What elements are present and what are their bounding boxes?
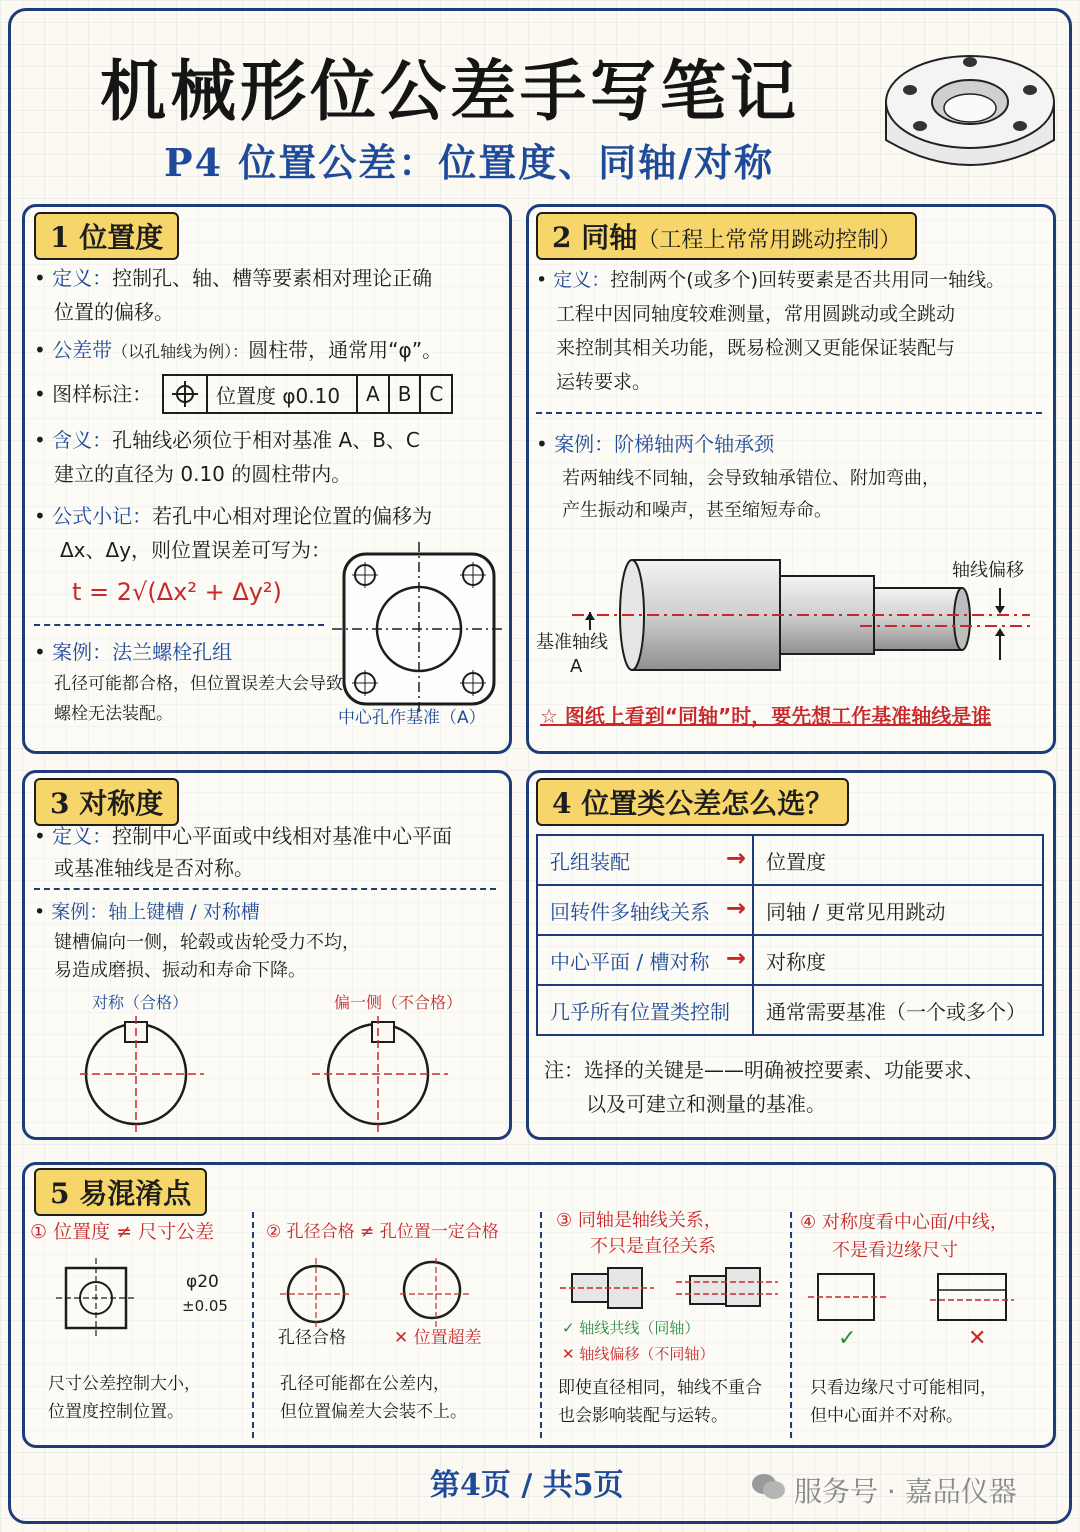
s1-meaning: • 含义：孔轴线必须位于相对基准 A、B、C <box>34 428 420 452</box>
c3-bad: ✕ 轴线偏移（不同轴） <box>562 1345 715 1363</box>
col-divider <box>790 1212 792 1438</box>
s1-callout-label: • 图样标注： <box>34 382 153 406</box>
s3-case-title: • 案例：轴上键槽 / 对称槽 <box>34 901 260 923</box>
s2-divider <box>536 412 1042 414</box>
table-cell-choice: 位置度 <box>753 835 1043 885</box>
s1-formula: t = 2√(Δx² + Δy²) <box>72 578 282 606</box>
c3-text: 即使直径相同，轴线不重合 <box>558 1378 762 1398</box>
star-icon: ☆ <box>540 704 565 728</box>
section-3-heading: 3 对称度 <box>34 778 179 826</box>
c3-text-2: 也会影响装配与运转。 <box>558 1406 728 1426</box>
section-1-heading: 1 位置度 <box>34 212 179 260</box>
s3-case-text-2: 易造成磨损、振动和寿命下降。 <box>54 960 306 981</box>
c4-figure <box>808 1270 1038 1326</box>
table-row <box>537 885 1043 935</box>
arrow-icon: → <box>725 844 746 872</box>
s1-formula-intro: • 公式小记：若孔中心相对理论位置的偏移为 <box>34 504 433 528</box>
c4-title: ④ 对称度看中心面/中线， <box>800 1212 1008 1233</box>
table-cell-choice: 对称度 <box>753 935 1043 985</box>
c4-bad: ✕ <box>968 1326 987 1351</box>
s1-definition: • 定义：控制孔、轴、槽等要素相对理论正确 <box>34 266 433 290</box>
fcf-datum-c: C <box>429 382 444 406</box>
s1-definition-2: 位置的偏移。 <box>54 300 174 324</box>
section-5-heading: 5 易混淆点 <box>34 1168 207 1216</box>
section-4-heading: 4 位置类公差怎么选？ <box>536 778 849 826</box>
c1-title: ① 位置度 ≠ 尺寸公差 <box>30 1221 215 1243</box>
table-cell-condition: 孔组装配 → <box>537 835 753 885</box>
table-cell-choice: 同轴 / 更常见用跳动 <box>753 885 1043 935</box>
c3-title-2: 不只是直径关系 <box>590 1236 716 1257</box>
s1-figure-caption: 中心孔作基准（A） <box>338 708 486 728</box>
s2-definition-2: 工程中因同轴度较难测量，常用圆跳动或全跳动 <box>556 303 956 325</box>
col-divider <box>540 1212 542 1438</box>
table-row <box>537 835 1043 885</box>
c4-text-2: 但中心面并不对称。 <box>810 1406 963 1426</box>
s3-bad-label: 偏一侧（不合格） <box>334 993 463 1012</box>
selection-table <box>536 834 1044 1036</box>
table-cell-condition: 中心平面 / 槽对称 → <box>537 935 753 985</box>
s1-case-title: • 案例：法兰螺栓孔组 <box>34 640 233 664</box>
s1-case-text-2: 螺栓无法装配。 <box>54 704 173 724</box>
s4-note: 注：选择的关键是——明确被控要素、功能要求、 <box>544 1058 984 1082</box>
col-divider <box>252 1212 254 1438</box>
s2-case-text: 若两轴线不同轴，会导致轴承错位、附加弯曲， <box>562 468 940 489</box>
s1-tolerance-zone: • 公差带（以孔轴线为例）：圆柱带，通常用“φ”。 <box>34 338 443 362</box>
table-cell-condition: 几乎所有位置类控制 <box>537 985 753 1035</box>
fcf-datum-a: A <box>358 376 390 412</box>
s2-note: ☆ 图纸上看到“同轴”时，要先想工作基准轴线是谁 <box>540 704 992 728</box>
c2-ok-label: 孔径合格 <box>278 1328 346 1348</box>
table-row <box>537 935 1043 985</box>
s2-offset-label: 轴线偏移 <box>952 560 1024 581</box>
s2-definition: • 定义：控制两个(或多个)回转要素是否共用同一轴线。 <box>536 269 1006 291</box>
wechat-icon <box>750 1472 786 1509</box>
s3-case-text: 键槽偏向一侧，轮毂或齿轮受力不均， <box>54 932 360 953</box>
s2-datum-label: 基准轴线 <box>536 632 608 653</box>
flange-illustration <box>880 40 1060 180</box>
s2-case-title: • 案例：阶梯轴两个轴承颈 <box>536 432 775 456</box>
s2-definition-3: 来控制其相关功能，既易检测又更能保证装配与 <box>556 337 956 359</box>
s1-formula-intro-2: Δx、Δy，则位置误差可写为： <box>60 538 332 562</box>
c4-title-2: 不是看边缘尺寸 <box>832 1240 958 1261</box>
section-2-heading: 2 同轴（工程上常常用跳动控制） <box>536 212 917 260</box>
c3-title: ③ 同轴是轴线关系， <box>556 1210 722 1231</box>
c1-figure <box>56 1258 136 1338</box>
s2-definition-4: 运转要求。 <box>556 371 652 393</box>
c2-text: 孔径可能都在公差内， <box>280 1374 450 1394</box>
keyway-offset-figure <box>312 1016 452 1132</box>
s1-meaning-2: 建立的直径为 0.10 的圆柱带内。 <box>54 462 352 486</box>
s3-ok-label: 对称（合格） <box>92 993 189 1012</box>
c3-ok: ✓ 轴线共线（同轴） <box>562 1319 700 1337</box>
s2-case-text-2: 产生振动和噪声，甚至缩短寿命。 <box>562 500 832 521</box>
table-cell-choice: 通常需要基准（一个或多个） <box>753 985 1043 1035</box>
page-title: 机械形位公差手写笔记 <box>100 52 800 130</box>
keyway-symmetric-figure <box>80 1016 210 1132</box>
c2-title: ② 孔径合格 ≠ 孔位置一定合格 <box>266 1222 499 1242</box>
c1-text: 尺寸公差控制大小， <box>48 1374 201 1394</box>
s4-note-2: 以及可建立和测量的基准。 <box>586 1092 826 1116</box>
s2-datum-letter: A <box>570 656 583 677</box>
arrow-icon: → <box>725 944 746 972</box>
s3-divider <box>34 888 496 890</box>
c4-ok: ✓ <box>838 1326 857 1351</box>
c1-dim: φ20 <box>186 1272 219 1292</box>
c1-text-2: 位置度控制位置。 <box>48 1402 184 1422</box>
s3-definition-2: 或基准轴线是否对称。 <box>54 856 254 880</box>
c2-text-2: 但位置偏差大会装不上。 <box>280 1402 467 1422</box>
page-subtitle: P4 位置公差：位置度、同轴/对称 <box>164 140 775 185</box>
c1-tol: ±0.05 <box>182 1297 228 1315</box>
table-cell-condition: 回转件多轴线关系 → <box>537 885 753 935</box>
c3-figure <box>556 1266 786 1310</box>
arrow-icon: → <box>725 894 746 922</box>
table-row <box>537 985 1043 1035</box>
c4-text: 只看边缘尺寸可能相同， <box>810 1378 997 1398</box>
fcf-tolerance: 位置度 φ0.10 <box>208 376 358 412</box>
fcf-datum-b: B <box>390 376 422 412</box>
position-symbol-icon <box>164 376 208 412</box>
s3-definition: • 定义：控制中心平面或中线相对基准中心平面 <box>34 824 453 848</box>
c2-bad-label: ✕ 位置超差 <box>394 1328 482 1348</box>
s1-divider <box>34 624 324 626</box>
page-number: 第4页 / 共5页 <box>430 1468 624 1503</box>
feature-control-frame <box>162 374 453 414</box>
watermark: 服务号 · 嘉品仪器 <box>750 1470 1017 1510</box>
s1-case-text: 孔径可能都合格，但位置误差大会导致 <box>54 674 343 694</box>
